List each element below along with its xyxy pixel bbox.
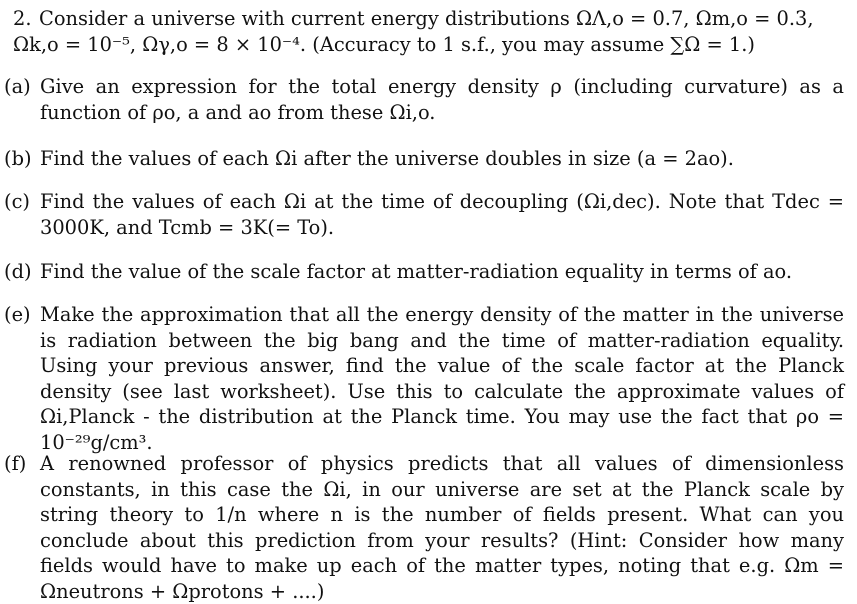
part-text: Find the value of the scale factor at matter-radiation equality in terms of ao.	[40, 260, 793, 283]
part-label: (b)	[4, 147, 32, 170]
part-label: (c)	[4, 190, 30, 213]
problem-text: Consider a universe with current energy distributions ΩΛ,o = 0.7, Ωm,o = 0.3, Ωk,o = 10⁻⁵, Ωγ,o = 8 × 10⁻⁴. (Accuracy to 1 s.f., you may assume ∑Ω = 1.)	[13, 7, 814, 56]
part-text: Find the values of each Ωi after the universe doubles in size (a = 2ao).	[40, 147, 734, 170]
part-label: (f)	[4, 452, 27, 475]
part-text: Find the values of each Ωi at the time of decoupling (Ωi,dec). Note that Tdec = 3000K, and Tcmb = 3K(= To).	[40, 190, 844, 239]
part-label: (d)	[4, 260, 32, 283]
part-text: A renowned professor of physics predicts that all values of dimensionless constants, in this case the Ωi, in our universe are set at the Planck scale by string theory to 1/n where n is the number of fields present. What can you conclude about this prediction from your results? (Hint: Consider how many fields would have to make up each of the matter types, noting that e.g. Ωm = Ωneutrons + Ωprotons + ....)	[40, 452, 844, 603]
problem-statement	[13, 6, 843, 58]
part-text: Give an expression for the total energy density ρ (including curvature) as a function of ρo, a and ao from these Ωi,o.	[40, 75, 844, 124]
problem-number: 2.	[13, 7, 32, 30]
part-c	[4, 189, 844, 240]
part-label: (e)	[4, 303, 31, 326]
part-e	[4, 302, 844, 455]
part-label: (a)	[4, 75, 31, 98]
part-d	[4, 259, 844, 285]
part-f	[4, 451, 844, 604]
part-a	[4, 74, 844, 125]
part-text: Make the approximation that all the energy density of the matter in the universe is radiation between the big bang and the time of matter-radiation equality. Using your previous answer, find the value of the scale factor at the Planck density (see last worksheet). Use this to calculate the approximate values of Ωi,Planck - the distribution at the Planck time. You may use the fact that ρo = 10⁻²⁹g/cm³.	[40, 303, 844, 454]
part-b	[4, 146, 844, 172]
